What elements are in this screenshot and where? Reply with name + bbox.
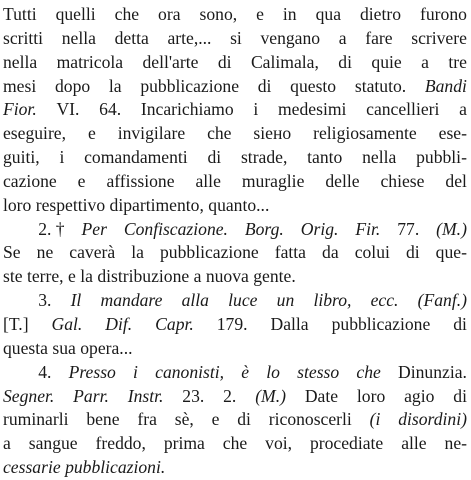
word: Dalla — [270, 313, 309, 334]
word: e — [211, 409, 220, 430]
word: detta — [114, 27, 149, 48]
word: [T.] — [3, 313, 29, 334]
word: Parr. — [73, 385, 109, 406]
word: Presso — [68, 361, 116, 382]
word: Fir. — [355, 218, 381, 239]
word: nella — [3, 51, 38, 72]
dictionary-page — [3, 3, 467, 480]
text-line — [3, 456, 467, 480]
word: e — [77, 170, 86, 191]
word: dipartimento, — [109, 194, 204, 215]
word: matricola — [56, 51, 124, 72]
word: 4. — [3, 361, 52, 382]
word: del — [445, 170, 467, 191]
word: tanto — [307, 147, 343, 168]
word: loro — [356, 385, 386, 406]
text-line — [3, 3, 467, 27]
word: opera... — [80, 337, 133, 358]
word: i — [253, 99, 259, 120]
word: fatta — [274, 242, 306, 263]
word: respettivo — [35, 194, 106, 215]
word: e — [87, 123, 96, 144]
word: di — [217, 51, 232, 72]
word: e — [256, 4, 264, 24]
text-line — [3, 408, 467, 432]
word: e — [67, 266, 76, 287]
word: eseguire, — [3, 123, 67, 144]
text-line — [3, 75, 467, 99]
word: guiti, — [3, 147, 40, 168]
word: Per — [81, 218, 107, 239]
word: cancellieri — [366, 99, 440, 120]
word: invigilare — [117, 123, 186, 144]
word: ne- — [444, 433, 467, 454]
word: pubblicazioni. — [65, 457, 166, 478]
word: medesimi — [278, 99, 347, 120]
word: scrivere — [411, 27, 467, 48]
word: questo — [290, 75, 337, 96]
word: si — [230, 27, 242, 48]
word: Capr. — [155, 313, 194, 334]
text-line — [3, 313, 467, 337]
word: ora — [158, 4, 181, 24]
word: Se — [3, 242, 21, 263]
word: nella — [362, 147, 397, 168]
word: 77. — [397, 218, 420, 239]
word: sono, — [199, 4, 238, 24]
word: ruminarli — [3, 409, 69, 430]
word: canonisti, — [155, 361, 225, 382]
word: un — [276, 290, 295, 311]
text-line — [3, 27, 467, 51]
word: religiosamente — [313, 123, 417, 144]
word: quelli — [55, 4, 96, 24]
word: dietro — [359, 4, 402, 24]
word: delle — [325, 170, 360, 191]
word: che — [222, 433, 248, 454]
word: pubblicazione — [160, 242, 259, 263]
word: 23. — [182, 385, 205, 406]
word: mesi — [3, 75, 37, 96]
text-line — [3, 289, 467, 313]
word: libro, — [313, 290, 352, 311]
word: luce — [228, 290, 258, 311]
word: che — [207, 123, 232, 144]
word: scritti — [3, 27, 44, 48]
word: muraglie — [241, 170, 305, 191]
word: colui — [354, 242, 390, 263]
text-line — [3, 337, 467, 361]
text-line — [3, 122, 467, 146]
word: riconoscerli — [268, 409, 352, 430]
text-line — [3, 194, 467, 218]
word: la — [131, 242, 144, 263]
word: ste — [3, 266, 23, 287]
word: fra — [137, 409, 157, 430]
word: è — [241, 361, 250, 382]
word: 3. — [3, 290, 52, 311]
word: furono — [420, 4, 467, 24]
word: Fior. — [3, 99, 37, 120]
word: Dinunzia. — [398, 361, 467, 382]
text-line — [3, 170, 467, 194]
word: pubbli- — [416, 147, 467, 168]
word: gente. — [253, 266, 296, 287]
word: la — [108, 75, 122, 96]
word: alla — [181, 290, 209, 311]
word: i — [133, 361, 138, 382]
word: vengano — [260, 27, 321, 48]
word: Confiscazione. — [123, 218, 228, 239]
word: Incarichiamo — [140, 99, 234, 120]
word: disordini) — [398, 409, 467, 430]
word: Calimala, — [250, 51, 319, 72]
word: pubblicazione — [140, 75, 240, 96]
word: che — [114, 4, 140, 24]
word: mandare — [100, 290, 163, 311]
word: a — [421, 51, 429, 72]
word: Bandi — [424, 75, 467, 96]
word: i — [59, 147, 65, 168]
word: freddo, — [95, 433, 146, 454]
word: terre, — [26, 266, 64, 287]
word: Gal. — [51, 313, 83, 334]
word: lo — [266, 361, 280, 382]
word: nella — [61, 27, 96, 48]
word: procediate — [309, 433, 384, 454]
word: di — [453, 385, 467, 406]
word: fare — [365, 27, 393, 48]
word: loro — [3, 194, 32, 215]
word: da — [322, 242, 339, 263]
word: chiese — [380, 170, 425, 191]
word: Tutti — [3, 4, 37, 24]
word: cazione — [3, 170, 57, 191]
word: VI. — [56, 99, 80, 120]
word: di — [257, 75, 272, 96]
word: Dif. — [105, 313, 133, 334]
word: a — [193, 266, 202, 287]
word: di — [453, 313, 467, 334]
word: qua — [315, 4, 341, 24]
text-line — [3, 51, 467, 75]
word: Orig. — [300, 218, 339, 239]
word: stesso — [297, 361, 340, 382]
word: in — [282, 4, 297, 24]
word: statuto. — [354, 75, 407, 96]
word: arte,... — [167, 27, 212, 48]
word: di — [405, 242, 420, 263]
text-line — [3, 385, 467, 409]
word: Il — [70, 290, 82, 311]
word: quanto... — [208, 194, 270, 215]
word: Segner. — [3, 385, 55, 406]
word: distribuzione — [97, 266, 190, 287]
word: alle — [195, 170, 221, 191]
word: comandamenti — [84, 147, 188, 168]
word: que- — [435, 242, 467, 263]
word: dell'arte — [142, 51, 199, 72]
text-line — [3, 265, 467, 289]
word: ecc. — [370, 290, 399, 311]
word: di — [338, 51, 352, 72]
text-line — [3, 146, 467, 170]
word: (i — [369, 409, 381, 430]
word: pubblicazione — [331, 313, 431, 334]
word: prima — [163, 433, 205, 454]
word: (Fanf.) — [417, 290, 467, 311]
word: siено — [253, 123, 292, 144]
word: la — [80, 266, 93, 287]
word: di — [207, 147, 222, 168]
word: Instr. — [127, 385, 164, 406]
word: 2. † — [3, 218, 65, 239]
text-line — [3, 361, 467, 385]
word: voi, — [265, 433, 293, 454]
word: (M.) — [436, 218, 467, 239]
word: Borg. — [244, 218, 284, 239]
word: agio — [404, 385, 435, 406]
word: (M.) — [255, 385, 286, 406]
word: a — [459, 99, 467, 120]
word: ese- — [438, 123, 467, 144]
word: a — [338, 27, 347, 48]
word: 2. — [223, 385, 237, 406]
word: dopo — [54, 75, 91, 96]
word: questa — [3, 337, 48, 358]
word: Date — [304, 385, 339, 406]
word: sè, — [174, 409, 194, 430]
word: nuova — [205, 266, 249, 287]
word: affissione — [106, 170, 175, 191]
text-line — [3, 432, 467, 456]
word: quie — [371, 51, 402, 72]
word: alle — [401, 433, 427, 454]
word: tre — [448, 51, 467, 72]
text-line — [3, 241, 467, 265]
word: sangue — [28, 433, 78, 454]
word: bene — [86, 409, 120, 430]
word: 64. — [99, 99, 122, 120]
word: che — [356, 361, 381, 382]
word: a — [3, 433, 11, 454]
word: strade, — [240, 147, 288, 168]
word: di — [237, 409, 251, 430]
word: 179. — [216, 313, 248, 334]
text-line — [3, 98, 467, 122]
word: caverà — [69, 242, 116, 263]
word: ne — [36, 242, 54, 263]
text-line — [3, 218, 467, 242]
word: cessarie — [3, 457, 61, 478]
word: sua — [52, 337, 76, 358]
